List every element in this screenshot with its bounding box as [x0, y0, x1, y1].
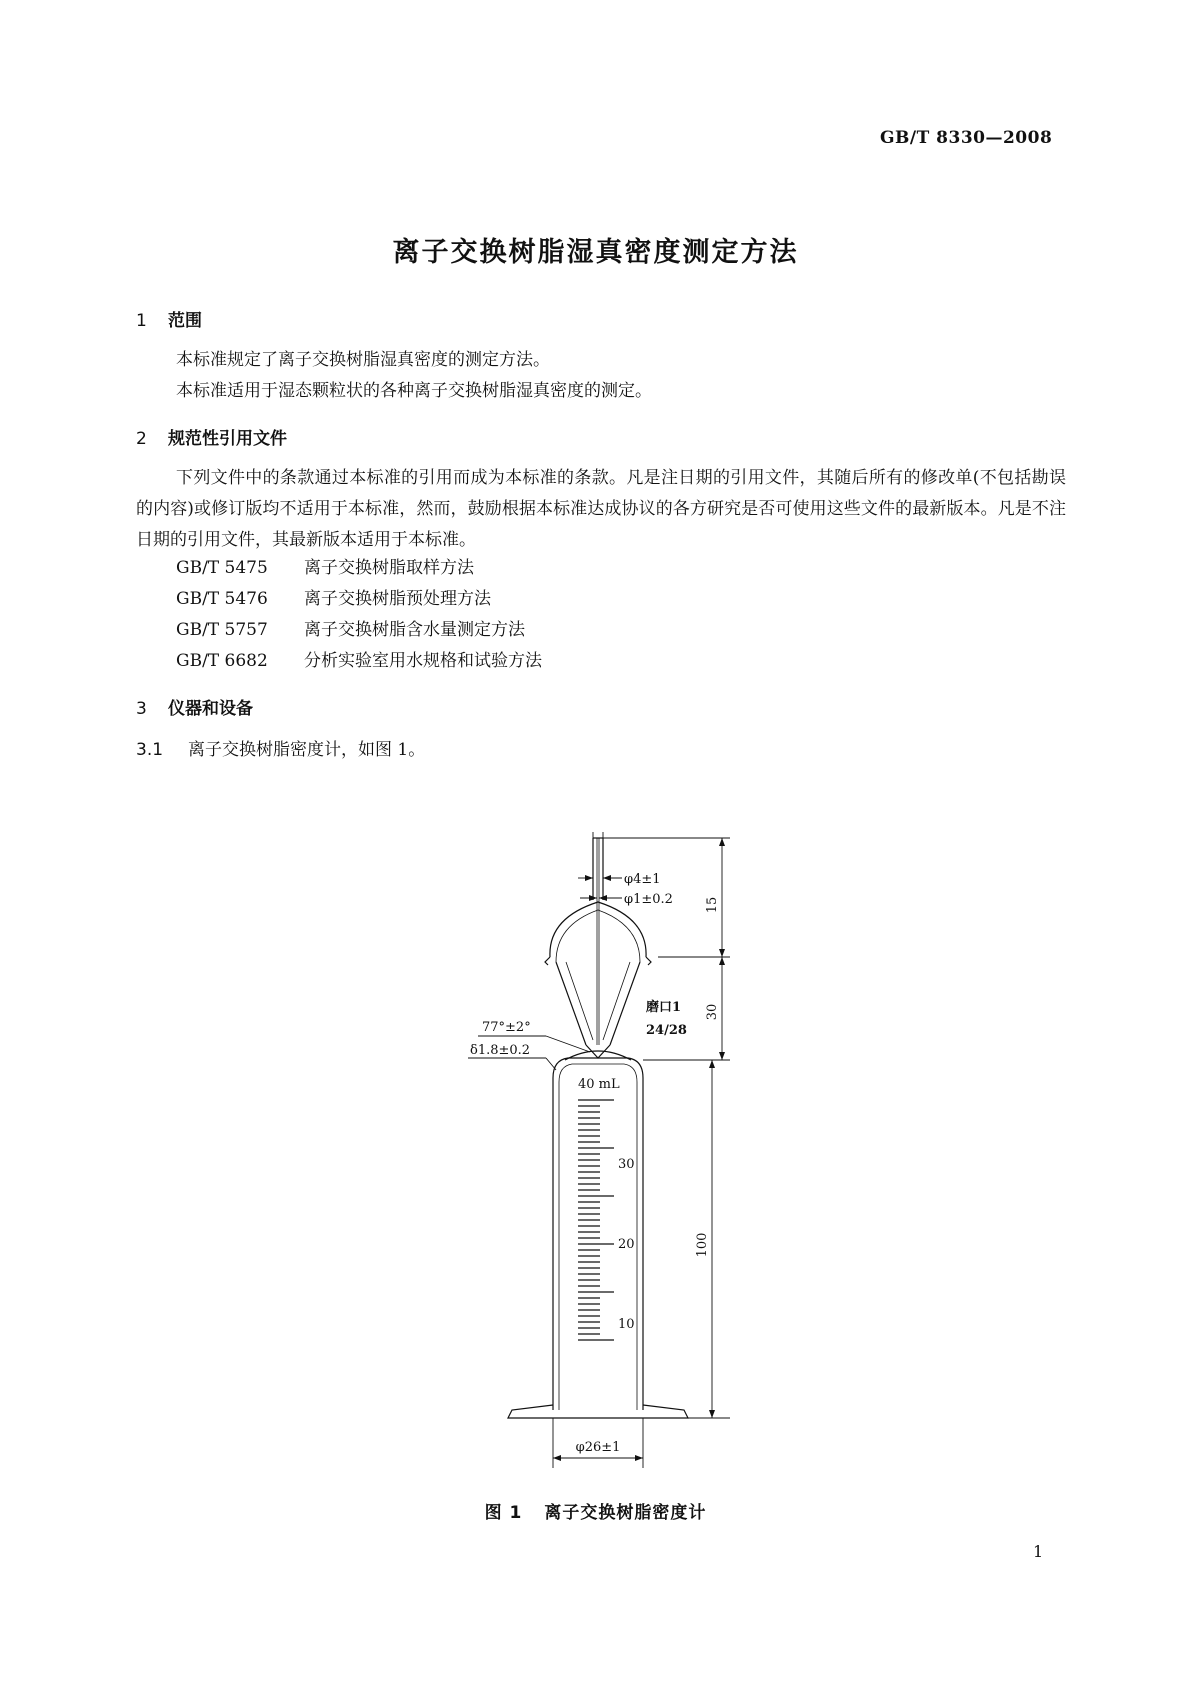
- arrow: [603, 875, 611, 881]
- cylinder-body: [553, 1058, 643, 1410]
- label-joint-2: 24/28: [646, 1023, 687, 1038]
- arrow: [719, 957, 725, 965]
- figure-title: 离子交换树脂密度计: [544, 1503, 707, 1523]
- label-tube-outer-dia: φ4±1: [624, 872, 661, 887]
- reference-code: GB/T 6682: [176, 651, 268, 671]
- label-mark-10: 10: [618, 1317, 635, 1332]
- clause-number: 3.1: [136, 740, 164, 760]
- reference-name: 离子交换树脂取样方法: [304, 558, 474, 578]
- section-title: 规范性引用文件: [168, 429, 287, 449]
- section-title: 仪器和设备: [168, 699, 253, 719]
- cylinder-base: [508, 1405, 688, 1418]
- standard-code: GB/T 8330—2008: [880, 128, 1053, 148]
- section-number: 1: [136, 311, 147, 331]
- label-wall: δ1.8±0.2: [470, 1043, 531, 1058]
- section-number: 3: [136, 699, 147, 719]
- label-angle: 77°±2°: [482, 1020, 531, 1035]
- page-number: 1: [1033, 1542, 1044, 1561]
- reference-name: 分析实验室用水规格和试验方法: [304, 651, 542, 671]
- scope-paragraph-2: 本标准适用于湿态颗粒状的各种离子交换树脂湿真密度的测定。: [176, 381, 652, 401]
- stopper-wall-left: [556, 962, 586, 1045]
- reference-name: 离子交换树脂含水量测定方法: [304, 620, 525, 640]
- arrow: [709, 1060, 715, 1068]
- arrow: [719, 838, 725, 846]
- document-title: 离子交换树脂湿真密度测定方法: [392, 237, 799, 268]
- graduation-marks: [578, 1100, 614, 1340]
- clause-text: 离子交换树脂密度计，如图 1。: [188, 740, 426, 760]
- arrow: [635, 1455, 643, 1461]
- label-dim-15: 15: [705, 896, 720, 914]
- label-tube-inner-dia: φ1±0.2: [624, 892, 673, 907]
- section-title: 范围: [168, 311, 202, 331]
- arrow: [553, 1455, 561, 1461]
- stopper-inner-dome: [556, 910, 640, 962]
- label-capacity: 40 mL: [578, 1077, 620, 1092]
- label-base-dia: φ26±1: [575, 1440, 621, 1455]
- arrow: [719, 1052, 725, 1060]
- label-mark-30: 30: [618, 1157, 635, 1172]
- figure-number: 图 1: [484, 1503, 523, 1523]
- reference-code: GB/T 5476: [176, 589, 268, 609]
- label-mark-20: 20: [618, 1237, 635, 1252]
- arrow: [719, 949, 725, 957]
- wall-leader: [546, 1058, 556, 1070]
- normative-references-paragraph: 下列文件中的条款通过本标准的引用而成为本标准的条款。凡是注日期的引用文件，其随后所有的修改单(不包括勘误的内容)或修订版均不适用于本标准，然而，鼓励根据本标准达成协议的各方研究是否可使用这些文件的最新版本。凡是不注日期的引用文件，其最新版本适用于本标准。: [136, 468, 1066, 550]
- arrow: [585, 875, 593, 881]
- hook-right: [646, 957, 651, 965]
- reference-code: GB/T 5475: [176, 558, 268, 578]
- reference-name: 离子交换树脂预处理方法: [304, 589, 491, 609]
- scope-paragraph-1: 本标准规定了离子交换树脂湿真密度的测定方法。: [176, 350, 550, 370]
- arrow: [709, 1410, 715, 1418]
- hook-left: [545, 957, 550, 965]
- label-dim-30: 30: [705, 1003, 720, 1021]
- label-joint-1: 磨口1: [646, 1000, 682, 1015]
- figure-caption: [0, 1498, 1191, 1523]
- stopper-wall-right: [610, 962, 640, 1045]
- label-dim-100: 100: [695, 1232, 710, 1258]
- section-number: 2: [136, 429, 147, 449]
- reference-code: GB/T 5757: [176, 620, 268, 640]
